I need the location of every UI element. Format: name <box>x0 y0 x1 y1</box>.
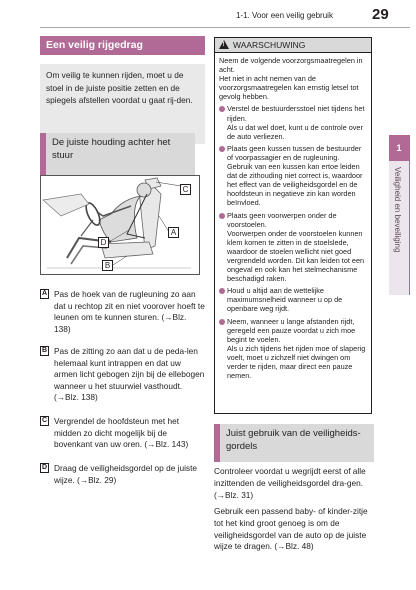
section-title: Een veilig rijgedrag <box>40 36 205 55</box>
item-letter: D <box>41 464 48 471</box>
posture-item <box>40 289 205 335</box>
bullet-dot-icon <box>219 288 225 294</box>
warning-body <box>215 53 371 380</box>
item-text: Draag de veiligheidsgordel op de juiste wijze. (→Blz. 29) <box>54 463 197 485</box>
subheading-posture: De juiste houding achter het stuur <box>40 133 195 175</box>
illustration-label-b: B <box>102 260 113 271</box>
chapter-label: Veiligheid en beveiliging <box>393 167 402 253</box>
bullet-dot-icon <box>219 213 225 219</box>
warning-bullet <box>219 104 367 140</box>
chapter-number: 1 <box>389 135 409 161</box>
item-letter: A <box>41 290 48 297</box>
warning-bullet-text: Houd u altijd aan de wettelijke maximumsnelheid wanneer u op de openbare weg rijdt. <box>227 286 343 314</box>
header-rule <box>40 27 410 28</box>
illustration-label-c: C <box>180 184 191 195</box>
warning-title: WAARSCHUWING <box>233 40 306 50</box>
posture-item <box>40 463 205 486</box>
warning-bullet-text: Verstel de bestuurdersstoel niet tijdens het rijden. Als u dat wel doet, kunt u de controle over de auto verliezen. <box>227 104 365 141</box>
item-text: Vergrendel de hoofdsteun met het midden zo dicht mogelijk bij de bovenkant van uw oren. (→Blz. 143) <box>54 416 189 449</box>
side-tab-rule <box>409 135 410 295</box>
bullet-dot-icon <box>219 106 225 112</box>
item-letter: B <box>41 347 48 354</box>
illustration-label-a: A <box>168 227 179 238</box>
subheading-seatbelt: Juist gebruik van de veiligheids-gordels <box>214 424 374 462</box>
warning-triangle-icon <box>219 40 229 49</box>
warning-bullet-text: Plaats geen voorwerpen onder de voorstoelen. Voorwerpen onder de voorstoelen kunnen klem komen te zitten in de stoelslede, waardoor de stoelen wellicht niet goed vergrendeld worden. Dit kan leiden tot een ongeval en ook kan het stelmechanisme beschadigd raken. <box>227 210 365 284</box>
posture-item <box>40 416 205 451</box>
seatbelt-paragraph: Gebruik een passend baby- of kinder-zitje tot het kind groot genoeg is om de veiligheidsgordel van de auto op de juiste wijze te dragen. (→Blz. 48) <box>214 506 368 552</box>
warning-header <box>215 38 371 53</box>
section-header: 1-1. Voor een veilig gebruik <box>236 11 333 20</box>
warning-bullet <box>219 211 367 284</box>
warning-bullet-text: Plaats geen kussen tussen de bestuurder of voorpassagier en de rugleuning. Gebruik van een kussen kan ertoe leiden dat de zithouding niet correct is, waardoor het effect van de veiligheidsgordel en de hoofdsteun in negatieve zin kan worden beïnvloed. <box>227 143 363 208</box>
item-text: Pas de zitting zo aan dat u de peda-len helemaal kunt intrappen en dat uw armen licht gebogen zijn bij de ellebogen wanneer u het stuurwiel vasthoudt. (→Blz. 138) <box>54 346 205 402</box>
item-text: Pas de hoek van de rugleuning zo aan dat u rechtop zit en niet voorover hoeft te leunen om te kunnen sturen. (→Blz. 138) <box>54 289 205 334</box>
warning-intro: Neem de volgende voorzorgsmaatregelen in acht. <box>219 56 363 75</box>
warning-intro-consequence: Het niet in acht nemen van de voorzorgsmaatregelen kan ernstig letsel tot gevolg hebben. <box>219 74 359 102</box>
intro-box: Om veilig te kunnen rijden, moet u de stoel in de juiste positie zetten en de spiegels afstellen voordat u gaat rij-den. <box>40 64 205 144</box>
warning-bullet <box>219 317 367 381</box>
item-letter: C <box>41 417 48 424</box>
page-number: 29 <box>372 6 389 23</box>
chapter-side-tab[interactable] <box>389 135 409 295</box>
warning-box <box>214 37 372 414</box>
driving-posture-illustration <box>40 175 200 275</box>
posture-item <box>40 346 205 404</box>
illustration-label-d: D <box>98 237 109 248</box>
warning-bullet <box>219 286 367 313</box>
warning-bullet <box>219 144 367 208</box>
seatbelt-paragraph: Controleer voordat u wegrijdt eerst of alle inzittenden de veiligheidsgordel dra-gen. (→Blz. 31) <box>214 466 366 500</box>
bullet-dot-icon <box>219 319 225 325</box>
bullet-dot-icon <box>219 146 225 152</box>
warning-bullet-text: Neem, wanneer u lange afstanden rijdt, geregeld een pauze voordat u zich moe begint te voelen. Als u zich tijdens het rijden moe of slaperig voelt, moet u zichzelf niet dwingen om verder te rijden, maar direct een pauze nemen. <box>227 316 366 381</box>
